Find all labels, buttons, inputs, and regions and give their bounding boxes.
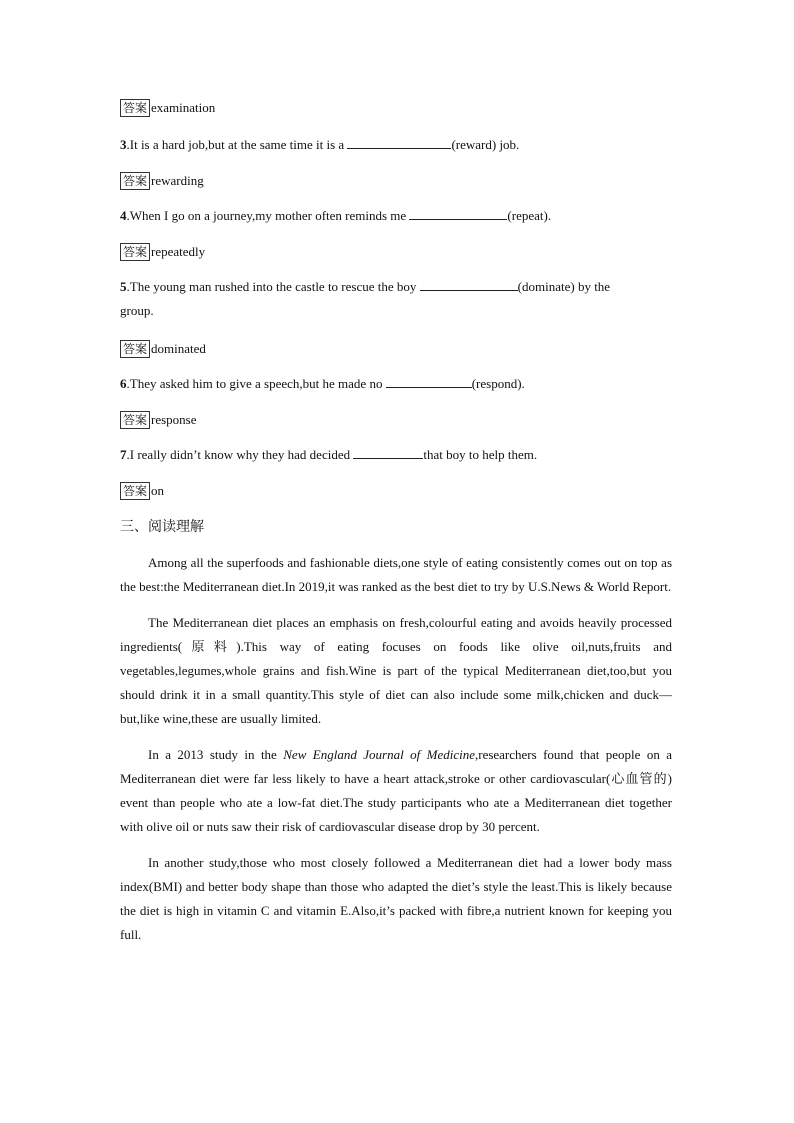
paragraph-text: In a 2013 study in the (148, 747, 284, 762)
answer-label: 答案 (120, 482, 150, 500)
question-hint: that boy to help them. (423, 447, 538, 462)
question-number: 7 (120, 447, 127, 462)
answer-label: 答案 (120, 99, 150, 117)
passage-paragraph-4: In another study,those who most closely followed a Mediterranean diet had a lower body mass index(BMI) and better body shape than those who adapted the diet’s style the least.This is likely because the diet is high in vitamin C and vitamin E.Also,it’s packed with fibre,a nutrient known for keeping you full. (120, 855, 672, 942)
question-3 (120, 133, 672, 157)
section-title: 三、阅读理解 (120, 519, 204, 535)
answer-label: 答案 (120, 340, 150, 358)
question-text: .They asked him to give a speech,but he made no (126, 376, 386, 391)
question-hint: (repeat). (507, 208, 552, 223)
answer-text: response (151, 412, 197, 427)
answer-row-6 (120, 410, 672, 430)
question-hint: (dominate) by the (517, 279, 611, 294)
answer-blank (420, 276, 518, 291)
question-text: .I really didn’t know why they had decided (126, 447, 354, 462)
question-6 (120, 372, 672, 396)
question-5-continued: group. (120, 303, 154, 318)
answer-label: 答案 (120, 243, 150, 261)
question-hint: (reward) job. (451, 137, 520, 152)
question-hint: (respond). (471, 376, 525, 391)
answer-row-2 (120, 96, 672, 120)
answer-row-3 (120, 171, 672, 191)
answer-text: dominated (151, 341, 206, 356)
answer-label: 答案 (120, 411, 150, 429)
passage-paragraph-1: Among all the superfoods and fashionable diets,one style of eating consistently comes out on top as the best:the Mediterranean diet.In 2019,it was ranked as the best diet to try by U.S.News & World Report. (120, 555, 672, 594)
passage-paragraph-3 (120, 743, 672, 839)
paragraph-text: ,researchers found that people on a Mediterranean diet were far less likely to have a heart attack,stroke or other cardiovascular(心血管的) event than people who ate a low-fat diet.The study participants who ate a Mediterranean diet together with olive oil or nuts saw their risk of cardiovascular disease drop by 30 percent. (120, 747, 672, 834)
journal-title: New England Journal of Medicine (283, 747, 475, 762)
answer-label: 答案 (120, 172, 150, 190)
question-text: .It is a hard job,but at the same time it is a (126, 137, 348, 152)
answer-text: repeatedly (151, 244, 206, 259)
question-number: 4 (120, 208, 127, 223)
document-page (120, 96, 672, 947)
passage-paragraph-2: The Mediterranean diet places an emphasis on fresh,colourful eating and avoids heavily processed ingredients(原料).This way of eating focuses on foods like olive oil,nuts,fruits and vegetables,legumes,whole grains and fish.Wine is part of the typical Mediterranean diet,too,but you should drink it in a small quantity.This style of diet can also include some milk,chicken and duck—but,like wine,these are usually limited. (120, 615, 672, 726)
answer-row-7 (120, 481, 672, 501)
answer-blank (353, 444, 423, 459)
answer-blank (409, 205, 507, 220)
question-number: 6 (120, 376, 127, 391)
question-4 (120, 204, 672, 228)
question-number: 5 (120, 279, 127, 294)
answer-row-4 (120, 242, 672, 262)
question-text: .When I go on a journey,my mother often reminds me (126, 208, 410, 223)
question-number: 3 (120, 137, 127, 152)
question-7 (120, 443, 672, 467)
answer-row-5 (120, 339, 672, 359)
question-5 (120, 275, 672, 299)
answer-blank (386, 373, 472, 388)
question-text: .The young man rushed into the castle to rescue the boy (126, 279, 420, 294)
answer-text: on (151, 483, 165, 498)
answer-text: rewarding (151, 173, 204, 188)
answer-text: examination (151, 100, 216, 115)
answer-blank (347, 134, 451, 149)
